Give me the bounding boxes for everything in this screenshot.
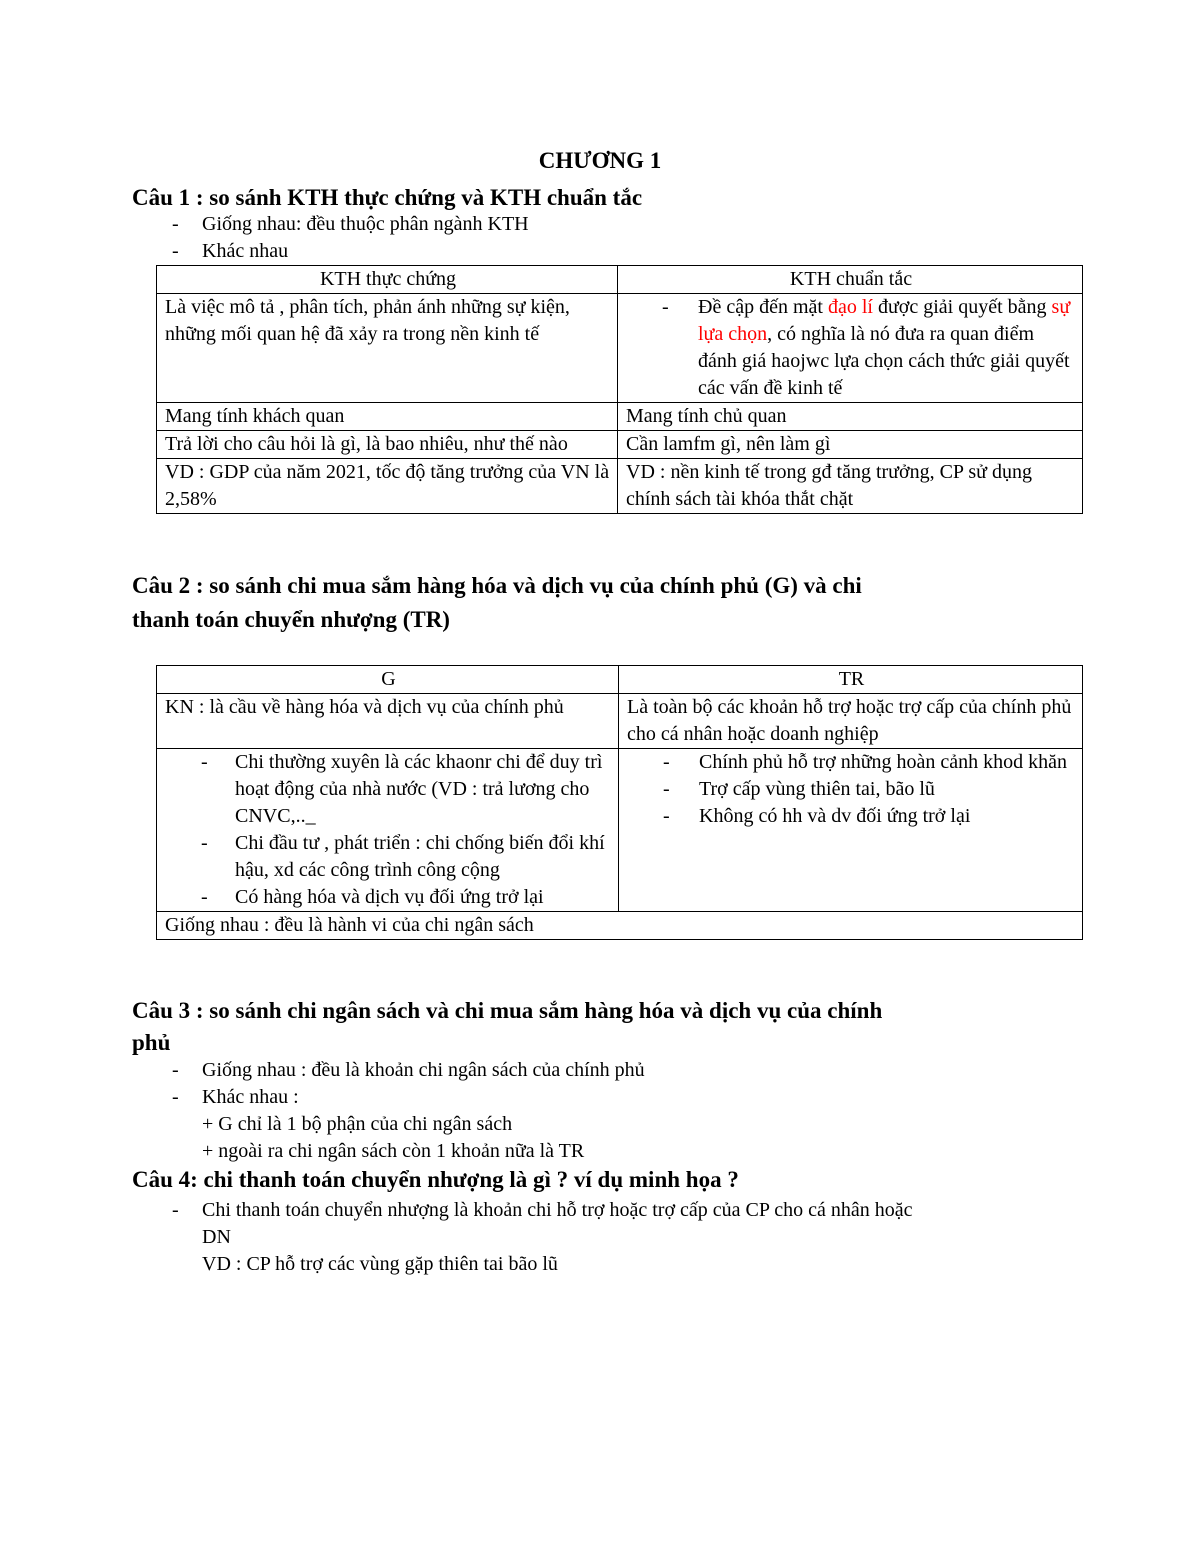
table-row xyxy=(157,749,1083,912)
table-cell: VD : nền kinh tế trong gđ tăng trưởng, CP sử dụng chính sách tài khóa thắt chặt xyxy=(618,459,1083,514)
table-cell xyxy=(157,749,619,912)
table-row xyxy=(157,459,1083,514)
table-row xyxy=(157,694,1083,749)
bullet-dash: - xyxy=(172,1059,179,1081)
list-item: - Chi đầu tư , phát triển : chi chống biến đổi khí hậu, xd các công trình công cộng xyxy=(165,830,612,884)
bullet-dash: - xyxy=(172,1086,179,1108)
text-run: Đề cập đến mặt xyxy=(698,296,828,318)
table-header-cell: KTH chuẩn tắc xyxy=(618,266,1083,294)
q3-difference-point: + ngoài ra chi ngân sách còn 1 khoản nữa là TR xyxy=(202,1140,585,1162)
table-row xyxy=(157,912,1083,940)
table-row xyxy=(157,294,1083,403)
table-cell: Cần lamfm gì, nên làm gì xyxy=(618,431,1083,459)
table-cell xyxy=(618,294,1083,403)
q4-example: VD : CP hỗ trợ các vùng gặp thiên tai bão lũ xyxy=(202,1253,558,1275)
list-item: - Có hàng hóa và dịch vụ đối ứng trở lại xyxy=(165,884,612,911)
table-cell: VD : GDP của năm 2021, tốc độ tăng trưởng của VN là 2,58% xyxy=(157,459,618,514)
table-header-cell: G xyxy=(157,666,619,694)
q3-difference-point: + G chỉ là 1 bộ phận của chi ngân sách xyxy=(202,1113,513,1135)
q4-definition: Chi thanh toán chuyển nhượng là khoản chi hỗ trợ hoặc trợ cấp của CP cho cá nhân hoặc xyxy=(202,1199,913,1221)
bullet-list xyxy=(165,749,612,911)
question-1-heading: Câu 1 : so sánh KTH thực chứng và KTH chuẩn tắc xyxy=(132,185,643,210)
bullet-list xyxy=(626,294,1076,402)
q3-similarity: Giống nhau : đều là khoản chi ngân sách của chính phủ xyxy=(202,1059,645,1081)
list-item: - Chi thường xuyên là các khaonr chi để duy trì hoạt động của nhà nước (VD : trả lương cho CNVC,.._ xyxy=(165,749,612,830)
question-2-heading: Câu 2 : so sánh chi mua sắm hàng hóa và dịch vụ của chính phủ (G) và chi xyxy=(132,573,862,598)
highlighted-text: sự lựa chọn xyxy=(698,296,1071,345)
table-row xyxy=(157,266,1083,294)
table-cell: Là việc mô tả , phân tích, phản ánh những sự kiện, những mối quan hệ đã xảy ra trong nền kinh tế xyxy=(157,294,618,403)
question-3-heading: Câu 3 : so sánh chi ngân sách và chi mua sắm hàng hóa và dịch vụ của chính xyxy=(132,998,883,1023)
table-row xyxy=(157,431,1083,459)
bullet-dash: - xyxy=(172,240,179,262)
table-cell: KN : là cầu về hàng hóa và dịch vụ của chính phủ xyxy=(157,694,619,749)
q3-difference-label: Khác nhau : xyxy=(202,1086,299,1108)
bullet-list xyxy=(627,749,1076,830)
q1-difference-label: Khác nhau xyxy=(202,240,289,262)
highlighted-text: đạo lí xyxy=(827,296,873,318)
bullet-dash: - xyxy=(172,213,179,235)
table-cell: Mang tính chủ quan xyxy=(618,403,1083,431)
bullet-dash: - xyxy=(172,1199,179,1221)
text-run: được giải quyết bằng xyxy=(872,296,1052,318)
table-cell xyxy=(619,749,1083,912)
text-run: , có nghĩa là nó đưa ra quan điểm đánh giá haojwc lựa chọn cách thức giải quyết các vấn đề kinh tế xyxy=(698,323,1070,399)
q1-similarity: Giống nhau: đều thuộc phân ngành KTH xyxy=(202,213,529,235)
table-cell: Trả lời cho câu hỏi là gì, là bao nhiêu, như thế nào xyxy=(157,431,618,459)
q2-comparison-table xyxy=(156,665,1083,940)
table-cell: Mang tính khách quan xyxy=(157,403,618,431)
table-header-cell: TR xyxy=(619,666,1083,694)
list-item: - Trợ cấp vùng thiên tai, bão lũ xyxy=(627,776,1076,803)
table-cell: Giống nhau : đều là hành vi của chi ngân sách xyxy=(157,912,1083,940)
table-row xyxy=(157,666,1083,694)
q1-comparison-table xyxy=(156,265,1083,514)
question-3-heading-cont: phủ xyxy=(132,1030,171,1055)
list-item: - Chính phủ hỗ trợ những hoàn cảnh khod khăn xyxy=(627,749,1076,776)
table-header-cell: KTH thực chứng xyxy=(157,266,618,294)
q4-definition-cont: DN xyxy=(202,1226,231,1248)
question-4-heading: Câu 4: chi thanh toán chuyển nhượng là gì ? ví dụ minh họa ? xyxy=(132,1167,739,1192)
table-cell: Là toàn bộ các khoản hỗ trợ hoặc trợ cấp của chính phủ cho cá nhân hoặc doanh nghiệp xyxy=(619,694,1083,749)
question-2-heading-cont: thanh toán chuyển nhượng (TR) xyxy=(132,607,450,632)
chapter-title: CHƯƠNG 1 xyxy=(538,148,662,173)
list-item: - Không có hh và dv đối ứng trở lại xyxy=(627,803,1076,830)
list-item xyxy=(626,294,1076,402)
table-row xyxy=(157,403,1083,431)
